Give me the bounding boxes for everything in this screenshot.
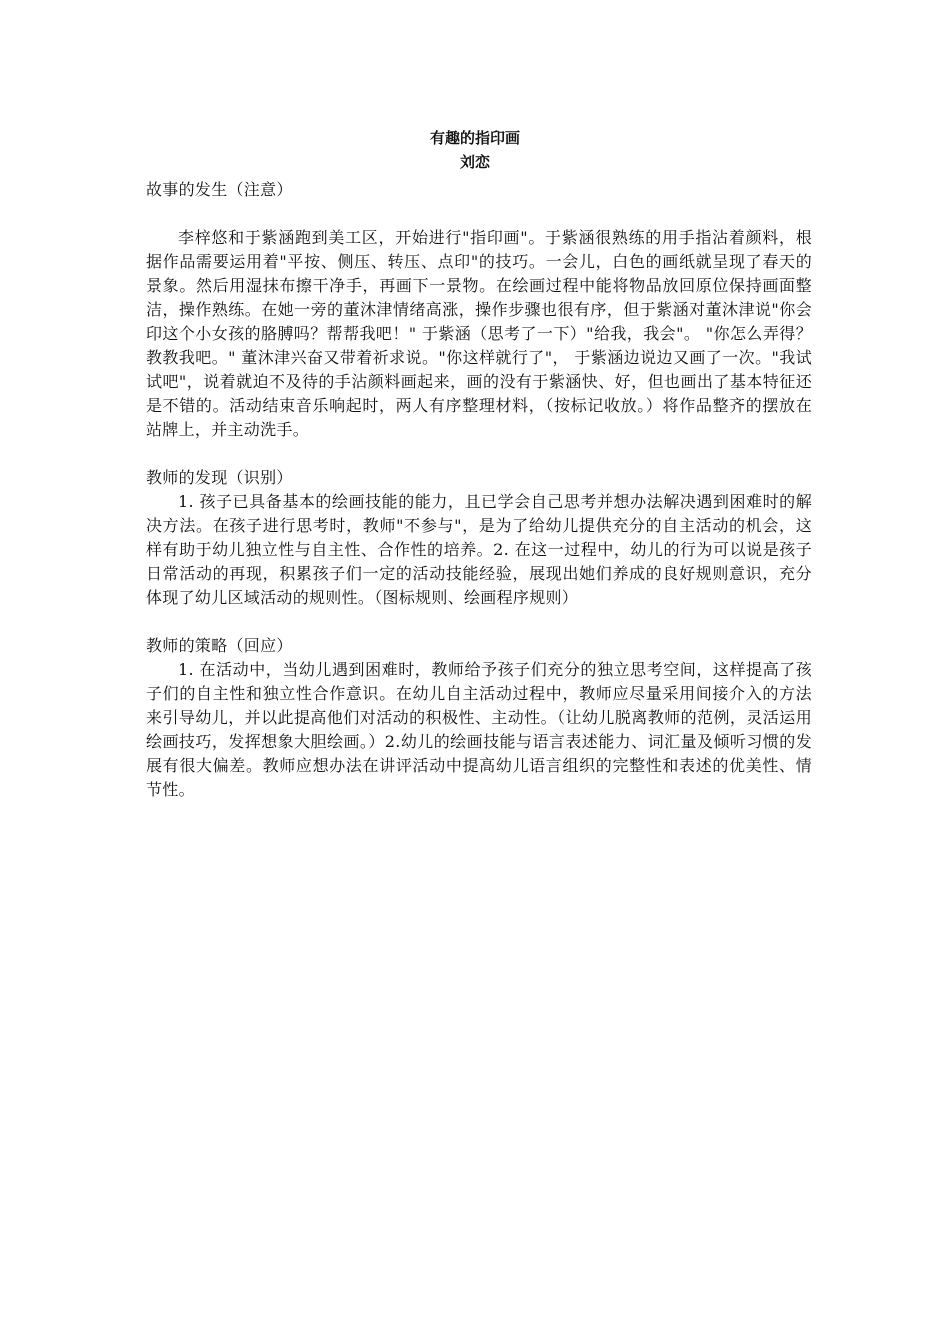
section-body-strategy: 1. 在活动中，当幼儿遇到困难时，教师给予孩子们充分的独立思考空间，这样提高了孩子们的自主性和独立性合作意识。在幼儿自主活动过程中，教师应尽量采用间接介入的方法来引导幼儿，并以此提高他们对活动的积极性、主动性。（让幼儿脱离教师的范例，灵活运用绘画技巧，发挥想象大胆绘画。）2.幼儿的绘画技能与语言表述能力、词汇量及倾听习惯的发展有很大偏差。教师应想办法在讲评活动中提高幼儿语言组织的完整性和表述的优美性、情节性。: [146, 660, 812, 799]
document-author: 刘恋: [459, 153, 490, 171]
document-title: 有趣的指印画: [429, 129, 520, 147]
paragraph-spacer: [146, 202, 812, 226]
section-heading-discovery: 教师的发现（识别）: [146, 468, 293, 487]
paragraph-spacer: [146, 610, 812, 634]
section-heading-strategy: 教师的策略（回应）: [146, 636, 293, 655]
section-heading-story: 故事的发生（注意）: [146, 180, 293, 199]
document-body: [146, 178, 812, 802]
section-body-story: 李梓悠和于紫涵跑到美工区，开始进行"指印画"。于紫涵很熟练的用手指沾着颜料，根据作品需要运用着"平按、侧压、转压、点印"的技巧。一会儿，白色的画纸就呈现了春天的景象。然后用湿抹布擦干净手，再画下一景物。在绘画过程中能将物品放回原位保持画面整洁，操作熟练。在她一旁的董沐津情绪高涨，操作步骤也很有序，但于紫涵对董沐津说"你会印这个小女孩的胳膊吗？帮帮我吧！" 于紫涵（思考了一下）"给我，我会"。 "你怎么弄得？教教我吧。" 董沐津兴奋又带着祈求说。"你这样就行了"， 于紫涵边说边又画了一次。"我试试吧"，说着就迫不及待的手沾颜料画起来，画的没有于紫涵快、好，但也画出了基本特征还是不错的。活动结束音乐响起时，两人有序整理材料，（按标记收放。）将作品整齐的摆放在站牌上，并主动洗手。: [146, 228, 812, 439]
paragraph-spacer: [146, 442, 812, 466]
section-body-discovery: 1. 孩子已具备基本的绘画技能的能力，且已学会自己思考并想办法解决遇到困难时的解决方法。在孩子进行思考时，教师"不参与"，是为了给幼儿提供充分的自主活动的机会，这样有助于幼儿独立性与自主性、合作性的培养。2. 在这一过程中，幼儿的行为可以说是孩子日常活动的再现，积累孩子们一定的活动技能经验，展现出她们养成的良好规则意识，充分体现了幼儿区域活动的规则性。（图标规则、绘画程序规则）: [146, 492, 812, 607]
